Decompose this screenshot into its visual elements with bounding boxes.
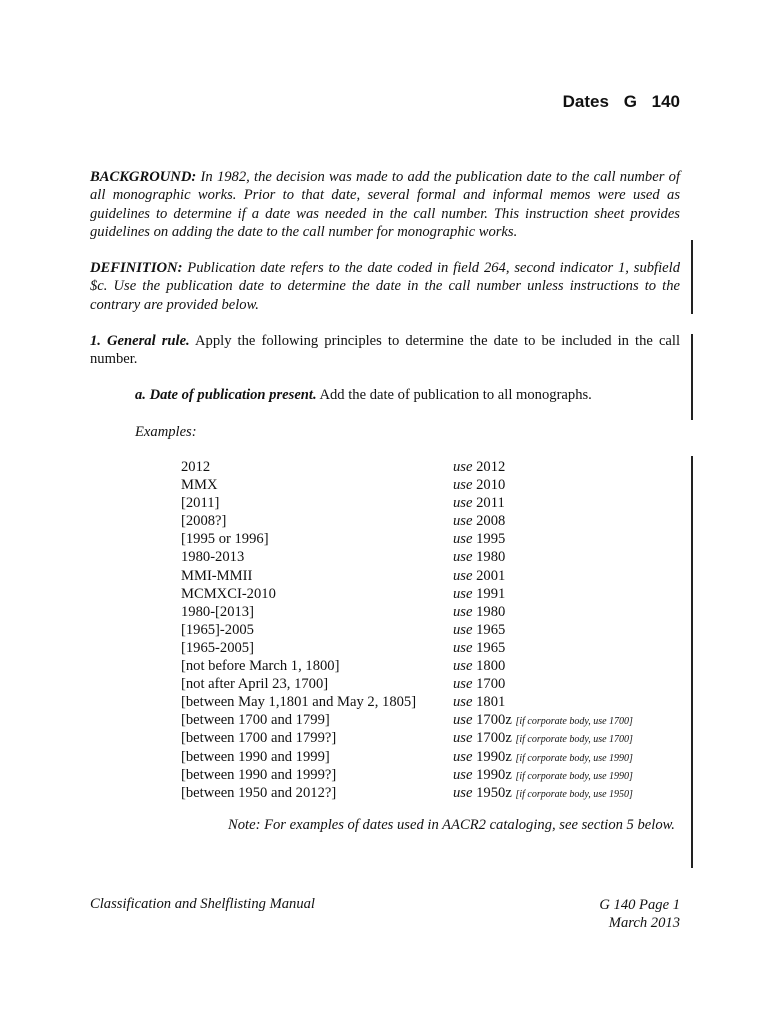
example-use xyxy=(453,548,505,566)
example-row xyxy=(181,693,681,711)
example-use xyxy=(453,693,505,711)
example-date: [1965-2005] xyxy=(181,639,254,656)
revision-bar xyxy=(691,240,693,314)
example-note: [if corporate body, use 1990] xyxy=(515,770,633,782)
example-use xyxy=(453,711,633,731)
example-use xyxy=(453,621,505,639)
example-use-word: use xyxy=(453,495,473,512)
pub-present-paragraph xyxy=(135,386,680,404)
example-use xyxy=(453,530,505,548)
example-use xyxy=(453,729,633,749)
example-row xyxy=(181,748,681,766)
example-result: 1700 xyxy=(476,676,506,693)
example-row xyxy=(181,458,681,476)
background-text: In 1982, the decision was made to add the publication date to the call number of all monographic works. Prior to that date, several formal and informal memos were used as guidelines to determine if a date was needed in the call number. This instruction sheet provides guidelines on adding the date to the call number for monographic works. xyxy=(90,169,680,241)
example-use-word: use xyxy=(453,639,473,656)
example-use-word: use xyxy=(453,603,473,620)
example-use xyxy=(453,458,505,476)
example-date: 1980-[2013] xyxy=(181,603,254,620)
example-use xyxy=(453,784,633,804)
definition-label: DEFINITION: xyxy=(90,260,183,276)
example-use-word: use xyxy=(453,766,473,783)
definition-paragraph xyxy=(90,259,680,314)
example-use xyxy=(453,603,505,621)
example-row xyxy=(181,729,681,747)
example-note: [if corporate body, use 1990] xyxy=(515,752,633,764)
example-date: 2012 xyxy=(181,459,211,475)
example-row xyxy=(181,657,681,675)
example-date: [between 1990 and 1999?] xyxy=(181,766,337,783)
example-use-word: use xyxy=(453,477,473,494)
example-row xyxy=(181,711,681,729)
example-use xyxy=(453,476,505,494)
example-use-word: use xyxy=(453,748,473,765)
example-use xyxy=(453,748,633,768)
example-date: MCMXCI-2010 xyxy=(181,585,276,602)
example-date: [1965]-2005 xyxy=(181,621,254,638)
example-use xyxy=(453,639,505,657)
example-result: 1965 xyxy=(476,621,506,638)
example-result: 2001 xyxy=(476,567,506,584)
example-row xyxy=(181,530,681,548)
example-result: 2011 xyxy=(476,495,505,512)
example-date: [2008?] xyxy=(181,513,227,530)
example-row xyxy=(181,585,681,603)
example-result: 1995 xyxy=(476,531,506,548)
example-use xyxy=(453,494,505,512)
example-use-word: use xyxy=(453,676,473,693)
example-row xyxy=(181,494,681,512)
example-use-word: use xyxy=(453,621,473,638)
example-result: 1980 xyxy=(476,549,506,566)
general-rule-paragraph xyxy=(90,332,680,369)
example-date: [between 1950 and 2012?] xyxy=(181,784,337,801)
example-date: [between 1700 and 1799?] xyxy=(181,730,337,747)
example-row xyxy=(181,512,681,530)
pub-present-label: a. Date of publication present. xyxy=(135,387,317,403)
example-row xyxy=(181,766,681,784)
example-result: 2010 xyxy=(476,477,506,494)
footer-manual: Classification and Shelflisting Manual xyxy=(90,896,315,912)
example-use xyxy=(453,512,505,530)
example-use-word: use xyxy=(453,585,473,602)
example-result: 1700z xyxy=(476,712,512,729)
example-row xyxy=(181,476,681,494)
example-row xyxy=(181,675,681,693)
example-use xyxy=(453,675,505,693)
example-note: [if corporate body, use 1950] xyxy=(515,788,633,800)
note-paragraph: Note: For examples of dates used in AACR2 cataloging, see section 5 below. xyxy=(228,817,675,833)
example-use-word: use xyxy=(453,784,473,801)
pub-present-text: Add the date of publication to all monographs. xyxy=(319,387,592,403)
footer-date: March 2013 xyxy=(608,915,680,931)
background-paragraph xyxy=(90,168,680,242)
example-date: 1980-2013 xyxy=(181,549,245,566)
example-result: 2012 xyxy=(476,459,506,475)
example-use-word: use xyxy=(453,658,473,675)
example-result: 1965 xyxy=(476,639,506,656)
footer-page-info xyxy=(599,896,680,932)
examples-label: Examples: xyxy=(135,424,197,440)
example-use xyxy=(453,657,505,675)
example-use-word: use xyxy=(453,730,473,747)
example-use-word: use xyxy=(453,567,473,584)
example-use-word: use xyxy=(453,712,473,729)
example-row xyxy=(181,548,681,566)
example-date: [not before March 1, 1800] xyxy=(181,658,340,675)
example-date: [between 1990 and 1999] xyxy=(181,748,330,765)
example-use-word: use xyxy=(453,531,473,548)
background-label: BACKGROUND: xyxy=(90,169,197,185)
example-date: [2011] xyxy=(181,495,220,512)
example-result: 1991 xyxy=(476,585,506,602)
example-date: MMI-MMII xyxy=(181,567,253,584)
example-result: 1980 xyxy=(476,603,506,620)
general-rule-label: 1. General rule. xyxy=(90,333,190,349)
footer-page: G 140 Page 1 xyxy=(599,897,680,913)
header-section: Dates xyxy=(562,92,609,111)
example-use xyxy=(453,567,505,585)
example-date: [1995 or 1996] xyxy=(181,531,269,548)
example-use xyxy=(453,585,505,603)
example-result: 1950z xyxy=(476,784,512,801)
example-use-word: use xyxy=(453,459,473,475)
example-row xyxy=(181,784,681,802)
example-note: [if corporate body, use 1700] xyxy=(515,716,633,728)
example-row xyxy=(181,639,681,657)
revision-bar xyxy=(691,456,693,868)
example-use xyxy=(453,766,633,786)
example-result: 1800 xyxy=(476,658,506,675)
example-row xyxy=(181,621,681,639)
example-use-word: use xyxy=(453,549,473,566)
example-result: 1801 xyxy=(476,694,506,711)
example-result: 2008 xyxy=(476,513,506,530)
example-row xyxy=(181,603,681,621)
example-result: 1990z xyxy=(476,766,512,783)
example-date: MMX xyxy=(181,477,218,494)
example-use-word: use xyxy=(453,694,473,711)
example-note: [if corporate body, use 1700] xyxy=(515,734,633,746)
example-date: [between 1700 and 1799] xyxy=(181,712,330,729)
example-result: 1700z xyxy=(476,730,512,747)
revision-bar xyxy=(691,334,693,420)
page-header xyxy=(563,92,680,112)
header-code: G 140 xyxy=(623,92,680,111)
example-result: 1990z xyxy=(476,748,512,765)
examples-list xyxy=(181,458,681,802)
example-use-word: use xyxy=(453,513,473,530)
example-date: [between May 1,1801 and May 2, 1805] xyxy=(181,694,417,711)
definition-text: Publication date refers to the date coded in field 264, second indicator 1, subfield $c. Use the publication date to determine the date in the call number unless instructions to the contrary are provided below. xyxy=(90,260,681,313)
example-row xyxy=(181,567,681,585)
example-date: [not after April 23, 1700] xyxy=(181,676,329,693)
general-rule-text: Apply the following principles to determine the date to be included in the call number. xyxy=(90,333,681,368)
